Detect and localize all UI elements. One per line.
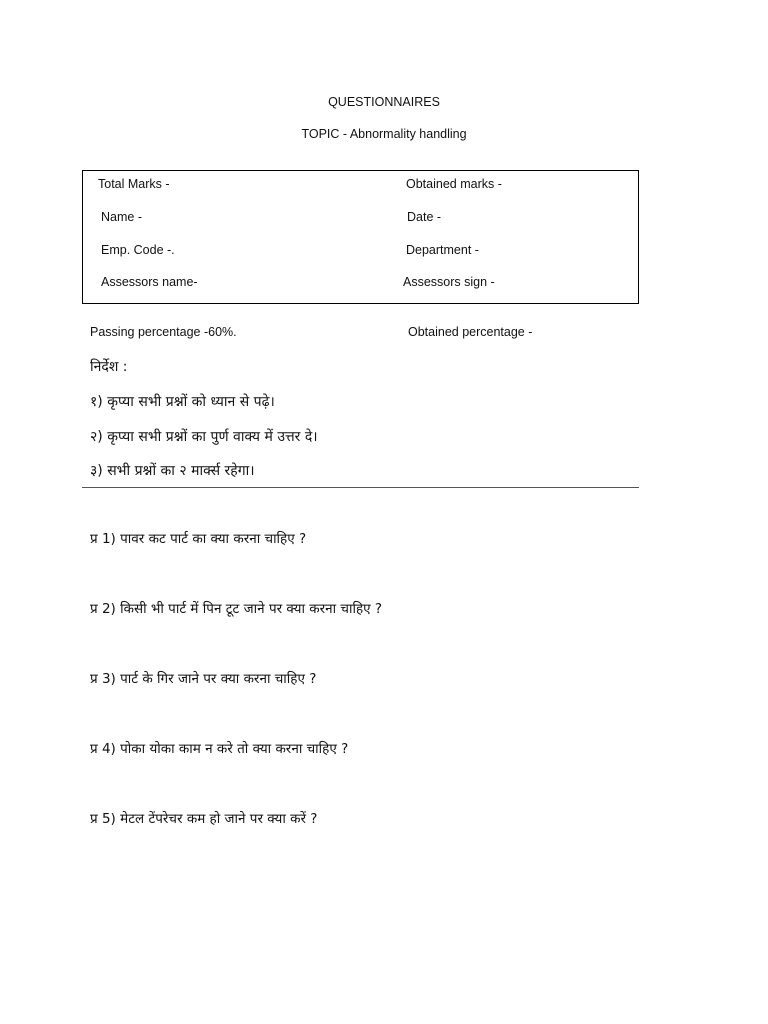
emp-code-label: Emp. Code -. [101,243,175,257]
question-item: प्र 2) किसी भी पार्ट में पिन टूट जाने पर क्या करना चाहिए ? [90,601,383,617]
assessors-name-label: Assessors name- [101,275,198,289]
assessors-sign-label: Assessors sign - [403,275,495,289]
topic-line: TOPIC - Abnormality handling [301,127,467,141]
total-marks-label: Total Marks - [98,177,170,191]
question-item: प्र 1) पावर कट पार्ट का क्या करना चाहिए ? [90,531,307,547]
passing-percentage: Passing percentage -60%. [90,325,237,339]
date-label: Date - [407,210,442,224]
name-label: Name - [101,210,142,224]
obtained-marks-label: Obtained marks - [406,177,502,191]
question-item: प्र 4) पोका योका काम न करे तो क्या करना चाहिए ? [90,741,349,757]
question-item: प्र 5) मेटल टेंपरेचर कम हो जाने पर क्या करें ? [90,811,318,827]
section-divider [82,487,639,488]
instruction-item: २) कृप्या सभी प्रश्नों का पुर्ण वाक्य में उत्तर दे। [90,429,318,445]
obtained-percentage: Obtained percentage - [408,325,533,339]
question-item: प्र 3) पार्ट के गिर जाने पर क्या करना चाहिए ? [90,671,317,687]
instruction-item: १) कृप्या सभी प्रश्नों को ध्यान से पढ़े। [90,394,275,410]
instructions-heading: निर्देश : [90,359,128,375]
department-label: Department - [406,243,479,257]
instruction-item: ३) सभी प्रश्नों का २ मार्क्स रहेगा। [90,463,255,479]
page-title: QUESTIONNAIRES [328,95,440,109]
